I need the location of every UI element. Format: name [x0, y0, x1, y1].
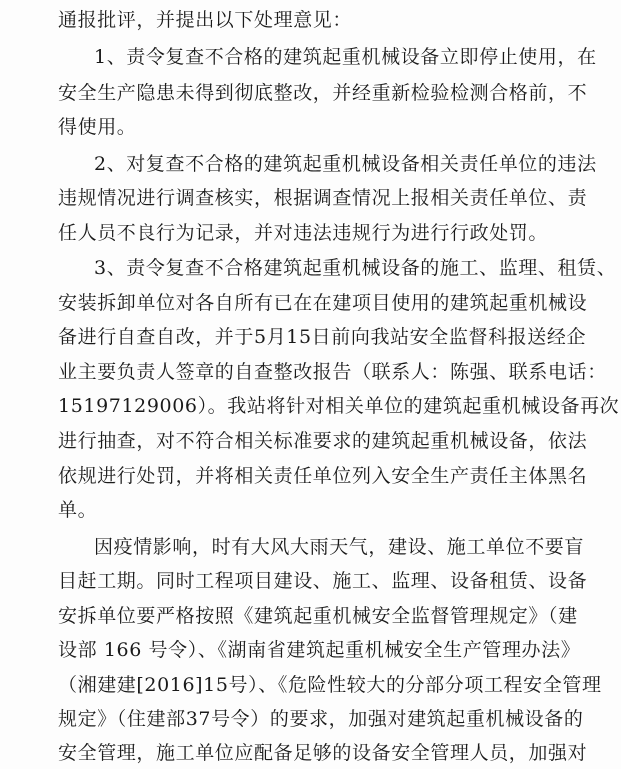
text-line: 3、责令复查不合格建筑起重机械设备的施工、监理、租赁、	[94, 257, 617, 279]
text-line: 2、对复查不合格的建筑起重机械设备相关责任单位的违法	[94, 153, 597, 175]
text-line: 通报批评，并提出以下处理意见：	[58, 9, 353, 31]
text-line: 业主要负责人签章的自查整改报告（联系人：陈强、联系电话：	[58, 361, 607, 383]
text-line: （湘建建[2016]15号）、《危险性较大的分部分项工程安全管理	[58, 674, 602, 696]
text-line: 依规进行处罚，并将相关责任单位列入安全生产责任主体黑名	[58, 465, 588, 487]
text-line: 安全生产隐患未得到彻底整改，并经重新检验检测合格前，不	[58, 82, 588, 104]
text-line: 目赶工期。同时工程项目建设、施工、监理、设备租赁、设备	[58, 570, 588, 592]
text-line: 1、责令复查不合格的建筑起重机械设备立即停止使用，在	[94, 46, 597, 68]
text-line: 规定》（住建部37号令）的要求，加强对建筑起重机械设备的	[58, 708, 584, 730]
text-line: 安装拆卸单位对各自所有已在在建项目使用的建筑起重机械设	[58, 292, 588, 314]
text-line: 备进行自查自改，并于5月15日前向我站安全监督科报送经企	[58, 326, 587, 348]
text-line: 安拆单位要严格按照《建筑起重机械安全监督管理规定》（建	[58, 605, 578, 627]
text-line: 因疫情影响，时有大风大雨天气，建设、施工单位不要盲	[94, 536, 585, 558]
text-line: 任人员不良行为记录，并对违法违规行为进行行政处罚。	[58, 222, 549, 244]
text-line: 15197129006）。我站将针对相关单位的建筑起重机械设备再次	[58, 395, 620, 417]
text-line: 违规情况进行调查核实，根据调查情况上报相关责任单位、责	[58, 187, 588, 209]
text-line: 设部 166 号令）、《湖南省建筑起重机械安全生产管理办法》	[58, 639, 581, 661]
text-line: 单。	[58, 499, 98, 521]
text-line: 得使用。	[58, 116, 137, 138]
text-line: 安全管理，施工单位应配备足够的设备安全管理人员，加强对	[58, 742, 588, 764]
text-line: 进行抽查，对不符合相关标准要求的建筑起重机械设备，依法	[58, 430, 588, 452]
